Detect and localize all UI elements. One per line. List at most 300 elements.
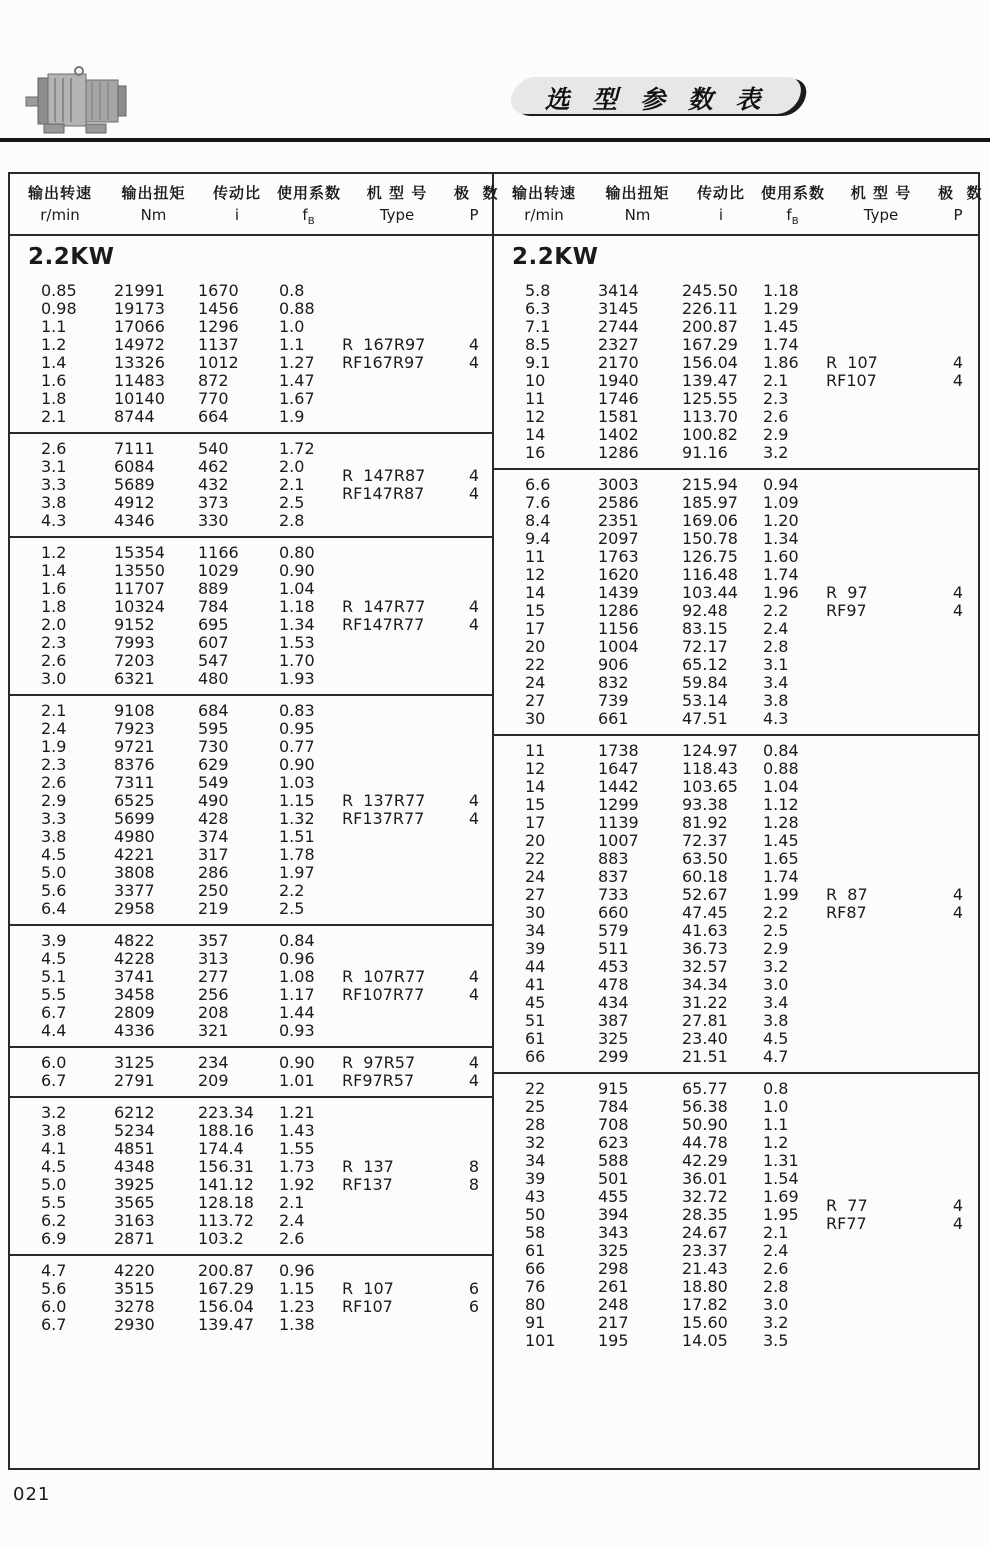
column-header: 输出转速 bbox=[511, 183, 576, 202]
model-type-label: R 97R57 bbox=[342, 1053, 416, 1072]
table-body bbox=[494, 276, 978, 1468]
table-cell bbox=[761, 602, 824, 620]
table-cell bbox=[824, 778, 938, 796]
table-cell: 2.0 bbox=[279, 457, 305, 476]
table-cell bbox=[494, 602, 594, 620]
table-cell: 5699 bbox=[114, 809, 155, 828]
table-cell bbox=[824, 1278, 938, 1296]
table-cell bbox=[824, 940, 938, 958]
column-header: 输出扭矩 bbox=[121, 183, 186, 202]
table-cell bbox=[340, 408, 454, 426]
table-cell: 1.55 bbox=[279, 1139, 315, 1158]
table-cell: 47.45 bbox=[682, 903, 728, 922]
table-cell: 156.04 bbox=[682, 353, 738, 372]
table-cell bbox=[197, 485, 277, 503]
table-cell bbox=[824, 814, 938, 832]
table-cell: 11707 bbox=[114, 579, 165, 598]
table-cell: 1.60 bbox=[763, 547, 799, 566]
table-cell bbox=[110, 986, 197, 1004]
model-type-row bbox=[494, 354, 978, 372]
table-cell bbox=[824, 832, 938, 850]
table-cell bbox=[340, 756, 454, 774]
table-cell: 3145 bbox=[598, 299, 639, 318]
table-cell: 1.18 bbox=[763, 281, 799, 300]
table-cell bbox=[110, 354, 197, 372]
table-header bbox=[494, 174, 983, 236]
page-title: 选 型 参 数 表 bbox=[544, 85, 768, 114]
table-cell bbox=[10, 1298, 110, 1316]
table-cell bbox=[938, 1116, 978, 1134]
table-cell: 52.67 bbox=[682, 885, 728, 904]
column-header: P bbox=[953, 205, 963, 224]
table-row bbox=[494, 566, 978, 584]
table-cell: 245.50 bbox=[682, 281, 738, 300]
table-cell: 1296 bbox=[198, 317, 239, 336]
table-cell bbox=[824, 548, 938, 566]
table-cell: 1.54 bbox=[763, 1169, 799, 1188]
table-cell bbox=[681, 904, 761, 922]
table-cell bbox=[454, 950, 492, 968]
table-cell bbox=[197, 1298, 277, 1316]
table-cell: 1746 bbox=[598, 389, 639, 408]
table-cell: 3278 bbox=[114, 1297, 155, 1316]
table-row bbox=[10, 1316, 492, 1334]
table-cell: 2.4 bbox=[279, 1211, 305, 1230]
table-cell bbox=[824, 1080, 938, 1098]
table-row bbox=[10, 1104, 492, 1122]
table-cell: 0.95 bbox=[279, 719, 315, 738]
table-cell: 125.55 bbox=[682, 389, 738, 408]
table-cell: 1.34 bbox=[763, 529, 799, 548]
table-row bbox=[494, 1332, 978, 1350]
table-cell bbox=[824, 976, 938, 994]
table-cell bbox=[197, 1158, 277, 1176]
table-cell bbox=[10, 792, 110, 810]
table-row bbox=[494, 1278, 978, 1296]
table-cell: 0.8 bbox=[763, 1079, 789, 1098]
table-cell: 103.44 bbox=[682, 583, 738, 602]
table-cell: 588 bbox=[598, 1151, 629, 1170]
table-cell: 1.28 bbox=[763, 813, 799, 832]
table-cell: 14972 bbox=[114, 335, 165, 354]
table-cell: 1.4 bbox=[41, 353, 67, 372]
table-cell: 12 bbox=[525, 565, 546, 584]
table-cell: 8.4 bbox=[525, 511, 551, 530]
table-cell: 2.3 bbox=[41, 755, 67, 774]
model-type-label: RF97 bbox=[826, 601, 867, 620]
model-type-block bbox=[494, 886, 978, 922]
table-cell: 50 bbox=[525, 1205, 546, 1224]
table-cell: 15354 bbox=[114, 543, 165, 562]
table-row bbox=[494, 656, 978, 674]
table-cell bbox=[824, 566, 938, 584]
table-cell: 2744 bbox=[598, 317, 639, 336]
table-cell: 17 bbox=[525, 619, 546, 638]
table-cell: 1.78 bbox=[279, 845, 315, 864]
model-type-row bbox=[10, 1176, 492, 1194]
table-cell bbox=[340, 864, 454, 882]
table-cell bbox=[938, 656, 978, 674]
table-cell: 7923 bbox=[114, 719, 155, 738]
table-cell bbox=[824, 994, 938, 1012]
table-cell: 167.29 bbox=[198, 1279, 254, 1298]
table-cell: 784 bbox=[598, 1097, 629, 1116]
table-cell: 730 bbox=[198, 737, 229, 756]
table-cell: 1.34 bbox=[279, 615, 315, 634]
table-cell: 660 bbox=[598, 903, 629, 922]
table-cell: 1.2 bbox=[763, 1133, 789, 1152]
table-cell: 9.4 bbox=[525, 529, 551, 548]
poles-value: 8 bbox=[468, 1175, 480, 1194]
table-cell: 2.8 bbox=[763, 637, 789, 656]
table-cell bbox=[824, 1242, 938, 1260]
table-cell bbox=[277, 986, 340, 1004]
table-cell bbox=[824, 674, 938, 692]
table-cell bbox=[938, 1242, 978, 1260]
table-cell: 3125 bbox=[114, 1053, 155, 1072]
table-cell: 6.7 bbox=[41, 1071, 67, 1090]
table-cell: 1.8 bbox=[41, 389, 67, 408]
table-cell: 16 bbox=[525, 443, 546, 462]
table-row bbox=[494, 1098, 978, 1116]
table-cell: 2871 bbox=[114, 1229, 155, 1248]
model-type-row bbox=[10, 986, 492, 1004]
table-cell: 1.03 bbox=[279, 773, 315, 792]
table-cell bbox=[454, 1212, 492, 1230]
model-type-label: RF167R97 bbox=[342, 353, 425, 372]
model-type-row bbox=[10, 354, 492, 372]
table-cell: 116.48 bbox=[682, 565, 738, 584]
table-cell: 1.31 bbox=[763, 1151, 799, 1170]
table-cell: 6.6 bbox=[525, 475, 551, 494]
table-cell: 93.38 bbox=[682, 795, 728, 814]
table-cell: 453 bbox=[598, 957, 629, 976]
table-cell bbox=[454, 1104, 492, 1122]
table-row bbox=[494, 1080, 978, 1098]
poles-value: 4 bbox=[468, 335, 480, 354]
table-cell: 11483 bbox=[114, 371, 165, 390]
table-cell bbox=[340, 1122, 454, 1140]
table-cell: 540 bbox=[198, 439, 229, 458]
table-cell bbox=[197, 968, 277, 986]
table-cell bbox=[454, 670, 492, 688]
table-row bbox=[10, 372, 492, 390]
table-cell bbox=[761, 354, 824, 372]
table-cell bbox=[110, 1054, 197, 1072]
table-cell: 150.78 bbox=[682, 529, 738, 548]
table-section bbox=[10, 434, 492, 538]
table-cell bbox=[824, 1170, 938, 1188]
table-cell: 889 bbox=[198, 579, 229, 598]
table-cell bbox=[594, 1215, 681, 1233]
table-row bbox=[494, 940, 978, 958]
table-cell: 330 bbox=[198, 511, 229, 530]
model-type-row bbox=[10, 1072, 492, 1090]
table-cell: 6.4 bbox=[41, 899, 67, 918]
table-cell: 286 bbox=[198, 863, 229, 882]
table-cell: 1299 bbox=[598, 795, 639, 814]
model-type-row bbox=[494, 372, 978, 390]
table-cell bbox=[824, 1098, 938, 1116]
table-cell: 9.1 bbox=[525, 353, 551, 372]
table-cell: 3808 bbox=[114, 863, 155, 882]
table-cell: 733 bbox=[598, 885, 629, 904]
table-cell: 1.4 bbox=[41, 561, 67, 580]
table-cell bbox=[340, 544, 454, 562]
table-cell bbox=[938, 566, 978, 584]
table-cell: 3.2 bbox=[763, 957, 789, 976]
table-cell bbox=[277, 354, 340, 372]
table-cell: 3.0 bbox=[763, 975, 789, 994]
table-cell bbox=[10, 1176, 110, 1194]
poles-value: 4 bbox=[468, 353, 480, 372]
column-header: 极 数 bbox=[938, 183, 983, 202]
table-row bbox=[494, 868, 978, 886]
table-row bbox=[10, 652, 492, 670]
table-cell: 113.70 bbox=[682, 407, 738, 426]
table-row bbox=[10, 544, 492, 562]
table-cell bbox=[824, 408, 938, 426]
poles-value: 4 bbox=[952, 1214, 964, 1233]
table-cell bbox=[938, 1314, 978, 1332]
table-cell: 11 bbox=[525, 741, 546, 760]
table-cell bbox=[761, 1215, 824, 1233]
table-cell: 14 bbox=[525, 777, 546, 796]
table-cell: 250 bbox=[198, 881, 229, 900]
column-header: 输出转速 bbox=[27, 183, 92, 202]
table-row bbox=[10, 670, 492, 688]
table-cell: 1.43 bbox=[279, 1121, 315, 1140]
table-cell bbox=[110, 485, 197, 503]
table-cell: 22 bbox=[525, 1079, 546, 1098]
table-cell: 215.94 bbox=[682, 475, 738, 494]
table-cell bbox=[340, 1212, 454, 1230]
table-cell: 6084 bbox=[114, 457, 155, 476]
table-cell bbox=[340, 1004, 454, 1022]
table-cell bbox=[10, 485, 110, 503]
table-cell: 1620 bbox=[598, 565, 639, 584]
table-header bbox=[10, 174, 499, 236]
table-cell bbox=[10, 616, 110, 634]
table-cell: 10324 bbox=[114, 597, 165, 616]
table-row bbox=[494, 1170, 978, 1188]
model-type-row bbox=[10, 1054, 492, 1072]
table-cell: 45 bbox=[525, 993, 546, 1012]
table-cell bbox=[454, 720, 492, 738]
table-cell: 2.6 bbox=[763, 407, 789, 426]
table-cell: 0.80 bbox=[279, 543, 315, 562]
table-cell bbox=[454, 882, 492, 900]
table-row bbox=[494, 1314, 978, 1332]
table-cell: 1.32 bbox=[279, 809, 315, 828]
table-row bbox=[494, 426, 978, 444]
table-cell: 6212 bbox=[114, 1103, 155, 1122]
column-header: i bbox=[234, 205, 240, 224]
table-cell: 2.5 bbox=[279, 899, 305, 918]
table-cell: 1.1 bbox=[279, 335, 305, 354]
table-cell: 595 bbox=[198, 719, 229, 738]
model-type-row bbox=[10, 485, 492, 503]
table-cell: 2097 bbox=[598, 529, 639, 548]
table-cell: 81.92 bbox=[682, 813, 728, 832]
table-cell bbox=[454, 1022, 492, 1040]
model-type-label: RF87 bbox=[826, 903, 867, 922]
table-row bbox=[10, 846, 492, 864]
table-cell: 7.6 bbox=[525, 493, 551, 512]
model-type-row bbox=[494, 602, 978, 620]
table-cell: 4.7 bbox=[41, 1261, 67, 1280]
table-cell: 661 bbox=[598, 709, 629, 728]
table-cell bbox=[938, 742, 978, 760]
table-cell: 4220 bbox=[114, 1261, 155, 1280]
table-cell: 6525 bbox=[114, 791, 155, 810]
table-cell: 30 bbox=[525, 709, 546, 728]
power-rating-label: 2.2KW bbox=[28, 244, 115, 270]
table-cell: 103.2 bbox=[198, 1229, 244, 1248]
table-cell: 61 bbox=[525, 1241, 546, 1260]
table-cell: 92.48 bbox=[682, 601, 728, 620]
table-cell: 20 bbox=[525, 637, 546, 656]
table-cell: 501 bbox=[598, 1169, 629, 1188]
table-cell bbox=[824, 282, 938, 300]
model-type-label: RF107 bbox=[826, 371, 877, 390]
table-header-row bbox=[10, 182, 499, 203]
table-cell bbox=[761, 372, 824, 390]
table-cell bbox=[454, 774, 492, 792]
table-cell: 76 bbox=[525, 1277, 546, 1296]
table-cell bbox=[938, 692, 978, 710]
table-cell bbox=[938, 710, 978, 728]
table-cell bbox=[454, 864, 492, 882]
table-cell: 185.97 bbox=[682, 493, 738, 512]
table-cell: 1.08 bbox=[279, 967, 315, 986]
table-cell bbox=[454, 846, 492, 864]
table-header-row bbox=[10, 206, 492, 227]
table-body bbox=[10, 276, 492, 1468]
table-cell: 1.6 bbox=[41, 371, 67, 390]
table-cell: 1.92 bbox=[279, 1175, 315, 1194]
table-cell: 1763 bbox=[598, 547, 639, 566]
table-cell: 0.93 bbox=[279, 1021, 315, 1040]
table-cell bbox=[938, 868, 978, 886]
table-cell: 43 bbox=[525, 1187, 546, 1206]
table-cell bbox=[938, 1048, 978, 1066]
table-cell: 1.29 bbox=[763, 299, 799, 318]
table-cell bbox=[454, 408, 492, 426]
table-cell: 2.5 bbox=[763, 921, 789, 940]
table-cell bbox=[10, 986, 110, 1004]
table-row bbox=[10, 702, 492, 720]
model-type-label: R 97 bbox=[826, 583, 868, 602]
table-cell: 9108 bbox=[114, 701, 155, 720]
table-cell: 0.94 bbox=[763, 475, 799, 494]
poles-value: 4 bbox=[468, 1053, 480, 1072]
table-cell: 2.4 bbox=[763, 619, 789, 638]
table-cell: 0.8 bbox=[279, 281, 305, 300]
table-row bbox=[494, 512, 978, 530]
table-cell: 32.72 bbox=[682, 1187, 728, 1206]
table-row bbox=[494, 994, 978, 1012]
table-cell bbox=[938, 336, 978, 354]
table-cell bbox=[824, 742, 938, 760]
table-cell bbox=[454, 372, 492, 390]
table-row bbox=[494, 814, 978, 832]
table-cell bbox=[824, 426, 938, 444]
table-row bbox=[494, 832, 978, 850]
table-cell bbox=[824, 318, 938, 336]
table-cell: 1.44 bbox=[279, 1003, 315, 1022]
column-header: 传动比 bbox=[696, 183, 745, 202]
table-cell: 226.11 bbox=[682, 299, 738, 318]
table-cell bbox=[938, 1134, 978, 1152]
table-cell: 3.8 bbox=[763, 691, 789, 710]
table-cell: 7.1 bbox=[525, 317, 551, 336]
table-cell: 41 bbox=[525, 975, 546, 994]
column-header: 机 型 号 bbox=[366, 183, 428, 202]
table-cell bbox=[197, 986, 277, 1004]
table-row bbox=[494, 976, 978, 994]
table-cell: 3.2 bbox=[763, 443, 789, 462]
table-row bbox=[10, 318, 492, 336]
table-cell: 1012 bbox=[198, 353, 239, 372]
table-cell: 3565 bbox=[114, 1193, 155, 1212]
table-cell: 59.84 bbox=[682, 673, 728, 692]
table-cell bbox=[681, 602, 761, 620]
table-cell bbox=[594, 886, 681, 904]
table-cell: 2.1 bbox=[41, 407, 67, 426]
model-type-block bbox=[10, 1054, 492, 1090]
model-type-block bbox=[494, 1197, 978, 1233]
model-type-row bbox=[10, 1280, 492, 1298]
table-cell: 256 bbox=[198, 985, 229, 1004]
table-cell: 2.9 bbox=[763, 425, 789, 444]
table-cell bbox=[938, 1170, 978, 1188]
table-header-row bbox=[494, 206, 978, 227]
table-cell: 103.65 bbox=[682, 777, 738, 796]
table-cell: 139.47 bbox=[682, 371, 738, 390]
table-cell bbox=[938, 940, 978, 958]
table-cell: 8.5 bbox=[525, 335, 551, 354]
model-type-row bbox=[10, 467, 492, 485]
table-cell bbox=[761, 1197, 824, 1215]
table-cell: 1.9 bbox=[279, 407, 305, 426]
table-cell: 4.7 bbox=[763, 1047, 789, 1066]
table-cell: 1.04 bbox=[279, 579, 315, 598]
table-cell bbox=[340, 1140, 454, 1158]
table-cell: 2809 bbox=[114, 1003, 155, 1022]
table-cell: 22 bbox=[525, 655, 546, 674]
table-cell: 1.51 bbox=[279, 827, 315, 846]
table-cell bbox=[494, 1215, 594, 1233]
table-cell: 50.90 bbox=[682, 1115, 728, 1134]
poles-value: 4 bbox=[468, 597, 480, 616]
table-cell bbox=[938, 922, 978, 940]
table-section bbox=[10, 1256, 492, 1468]
table-cell: 156.31 bbox=[198, 1157, 254, 1176]
table-cell: 13550 bbox=[114, 561, 165, 580]
model-type-block bbox=[10, 467, 492, 503]
table-row bbox=[10, 1212, 492, 1230]
table-row bbox=[10, 1004, 492, 1022]
poles-value: 4 bbox=[952, 1196, 964, 1215]
table-cell bbox=[824, 656, 938, 674]
table-section bbox=[494, 1074, 978, 1468]
table-cell: 1.65 bbox=[763, 849, 799, 868]
table-cell bbox=[594, 1197, 681, 1215]
table-cell: 2958 bbox=[114, 899, 155, 918]
table-cell bbox=[10, 1280, 110, 1298]
model-type-label: RF107R77 bbox=[342, 985, 425, 1004]
